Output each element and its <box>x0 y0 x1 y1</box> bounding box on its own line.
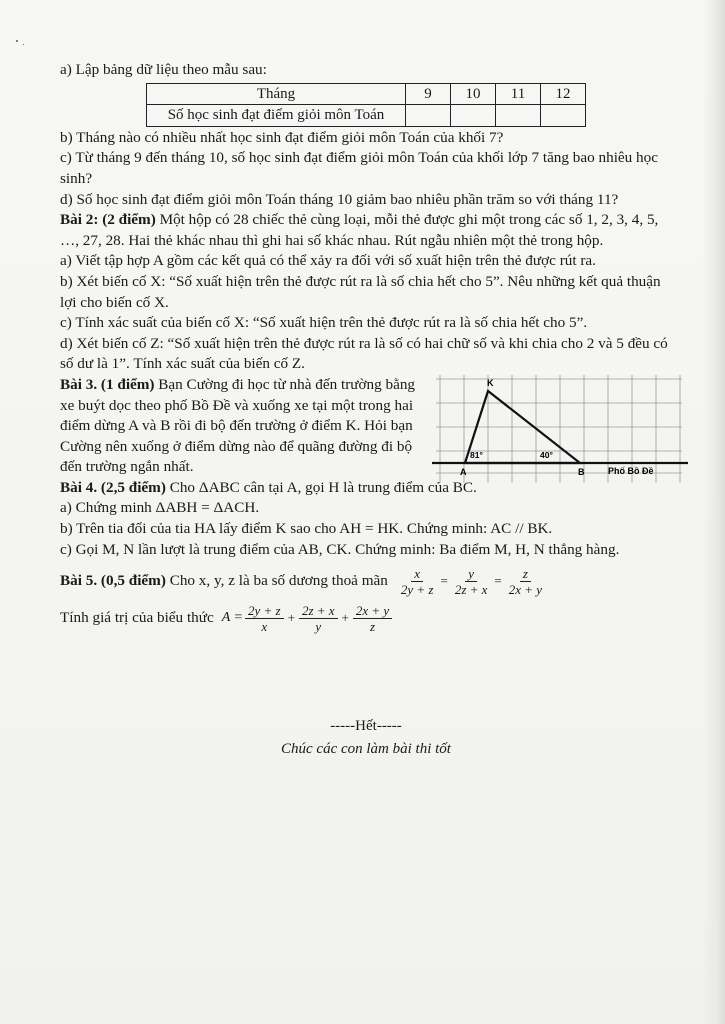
bai4-part-c: c) Gọi M, N lần lượt là trung điểm của AB, CK. Chứng minh: Ba điểm M, H, N thẳng hàng. <box>60 540 620 558</box>
condition-fraction: $\frac{x}{2y + z}$ <box>400 566 434 598</box>
bai5-expression-intro: Tính giá trị của biểu thức <box>60 609 214 627</box>
end-marker: -----Hết----- <box>330 718 402 735</box>
bai3-block <box>60 375 672 478</box>
bai1-part-d: d) Số học sinh đạt điểm giỏi môn Toán tháng 10 giảm bao nhiêu phần trăm so với tháng 11? <box>60 190 619 208</box>
bai4-intro-text: Cho ΔABC cân tại A, gọi H là trung điểm của BC. <box>165 478 477 496</box>
scan-speck <box>23 44 24 45</box>
data-table <box>146 83 586 127</box>
table-header-row <box>147 83 586 105</box>
bai1-part-c: c) Từ tháng 9 đến tháng 10, số học sinh đạt điểm giỏi môn Toán của khối lớp 7 tăng bao nhiêu học sinh? <box>60 149 658 187</box>
bai2-part-a: a) Viết tập hợp A gồm các kết quả có thể xảy ra đối với số xuất hiện trên thẻ được rút ra. <box>60 252 596 270</box>
bai1-part-b: b) Tháng nào có nhiều nhất học sinh đạt điểm giỏi môn Toán của khối 7? <box>60 128 504 146</box>
bai1-part-a: a) Lập bảng dữ liệu theo mẫu sau: <box>60 61 267 78</box>
table-header-label: Tháng <box>147 83 406 105</box>
bai3-title: Bài 3. (1 điểm) <box>60 375 155 393</box>
bai5-expression-line: Tính giá trị của biểu thức A = $\frac{2y + z}{x}$ + $\frac{2z + x}{y}$ + $\frac{2x + y}{z}$ <box>60 603 672 634</box>
table-month: 10 <box>451 83 496 105</box>
point-b-label: B <box>578 466 585 477</box>
table-cell-empty <box>451 105 496 127</box>
table-cell-empty <box>406 105 451 127</box>
table-cell-empty <box>541 105 586 127</box>
bai4-part-b: b) Trên tia đối của tia HA lấy điểm K sao cho AH = HK. Chứng minh: AC // BK. <box>60 520 553 538</box>
bai3-text <box>60 375 420 478</box>
condition-fraction: $\frac{z}{2x + y}$ <box>508 566 543 598</box>
bai2-part-c: c) Tính xác suất của biến cố X: “Số xuất hiện trên thẻ được rút ra là số chia hết cho 5”. <box>60 314 588 332</box>
closing-message: Chúc các con làm bài thi tốt <box>281 740 451 757</box>
bai5-intro <box>60 571 388 592</box>
table-month: 11 <box>496 83 541 105</box>
bai4-part-a: a) Chứng minh ΔABH = ΔACH. <box>60 499 260 517</box>
table-month: 12 <box>541 83 586 105</box>
scan-edge <box>703 0 725 1024</box>
bai5-condition-line: Bài 5. (0,5 điểm) Cho x, y, z là ba số dương thoả mãn $\frac{x}{2y + z}$ = $\frac{y}{2z + x}$ = $\frac{z}{2x + y}$ <box>60 566 672 597</box>
bai4-title: Bài 4. (2,5 điểm) <box>60 478 166 496</box>
bai3-body: Bạn Cường đi học từ nhà đến trường bằng xe buýt dọc theo phố Bồ Đề và xuống xe tại một trong hai điểm dừng A và B rồi đi bộ đến trường ở điểm K. Hỏi bạn Cường nên xuống ở điểm dừng nào để quãng đường đi bộ đến trường ngắn nhất. <box>60 375 416 476</box>
bai2-part-d: d) Xét biến cố Z: “Số xuất hiện trên thẻ được rút ra là số có hai chữ số và khi chia cho 2 và 5 đều có số dư là 1”. Tính xác suất của biến cố Z. <box>60 334 668 373</box>
expression-fraction: $\frac{2z + x}{y}$ <box>299 603 338 634</box>
bai2-title: Bài 2: (2 điểm) <box>60 211 156 229</box>
bai5-title: Bài 5. (0,5 điểm) <box>60 572 166 590</box>
expression-fraction: $\frac{2y + z}{x}$ <box>245 603 284 634</box>
angle-b-label: 40° <box>540 449 553 460</box>
table-month: 9 <box>406 83 451 105</box>
expression-lhs: A = <box>221 610 243 626</box>
point-a-label: A <box>460 466 467 477</box>
scan-speck <box>16 40 18 42</box>
bus-route-figure <box>432 375 692 487</box>
table-row-label: Số học sinh đạt điểm giỏi môn Toán <box>147 105 406 127</box>
table-cell-empty <box>496 105 541 127</box>
condition-fraction: $\frac{y}{2z + x}$ <box>454 566 488 598</box>
table-data-row <box>147 105 586 127</box>
bai2-intro-text: Một hộp có 28 chiếc thẻ cùng loại, mỗi thẻ được ghi một trong các số 1, 2, 3, 4, 5, …, 27, 28. Hai thẻ khác nhau thì ghi hai số khác nhau. Rút ngẫu nhiên một thẻ trong hộp. <box>60 211 659 249</box>
bai2-part-b: b) Xét biến cố X: “Số xuất hiện trên thẻ được rút ra là số chia hết cho 5”. Nêu những kết quả thuận lợi cho biến cố X. <box>60 272 661 311</box>
point-k-label: K <box>487 377 494 388</box>
expression-fraction: $\frac{2x + y}{z}$ <box>353 603 392 634</box>
angle-a-label: 81° <box>470 449 483 460</box>
bai5-intro-text: Cho x, y, z là ba số dương thoả mãn <box>165 572 388 590</box>
exam-content <box>60 60 672 759</box>
street-label: Phố Bồ Đề <box>608 465 654 476</box>
bai2-intro <box>60 210 672 251</box>
